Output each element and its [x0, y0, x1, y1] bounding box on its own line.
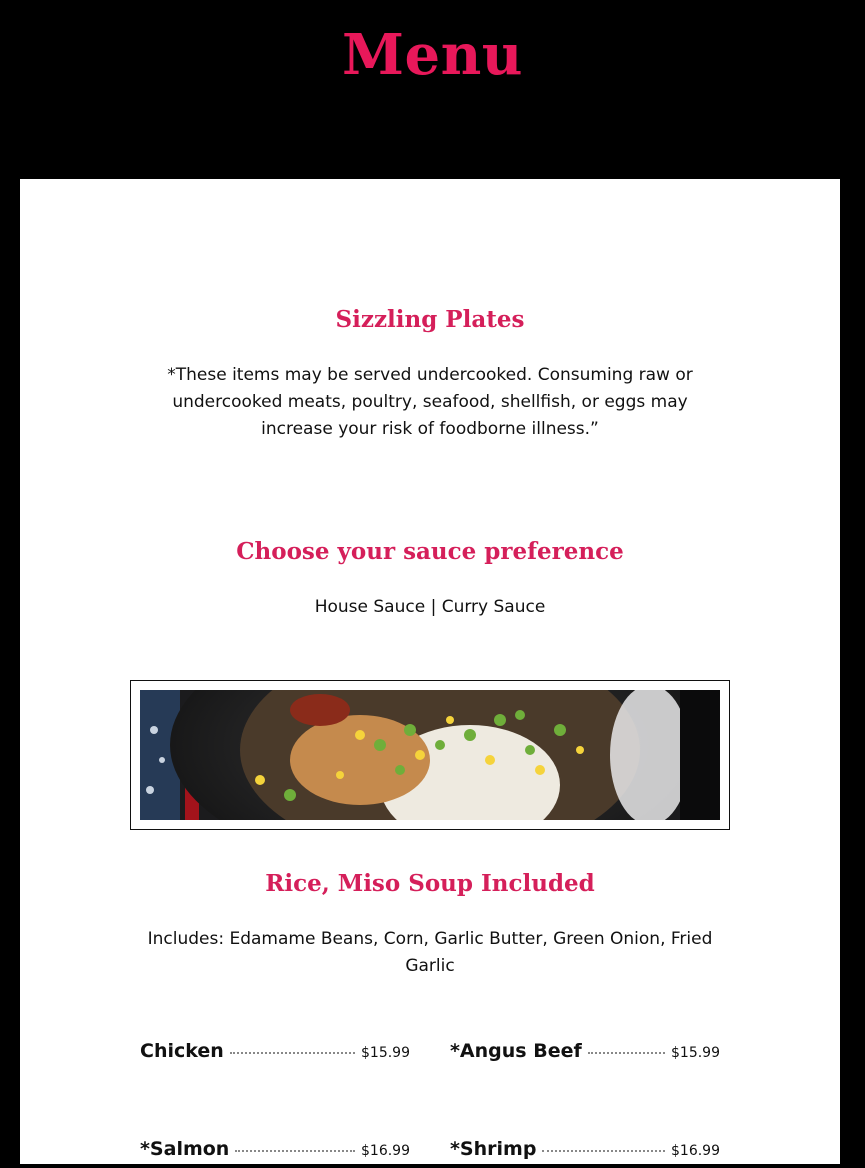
section-title-sizzling-plates: Sizzling Plates — [335, 306, 525, 333]
item-price: $16.99 — [671, 1143, 720, 1159]
item-name: Chicken — [140, 1040, 224, 1062]
item-price: $15.99 — [361, 1045, 410, 1061]
dot-leader — [230, 1052, 355, 1054]
dot-leader — [235, 1150, 355, 1152]
item-price: $16.99 — [361, 1143, 410, 1159]
menu-item-chicken — [140, 1040, 410, 1070]
section-title-sauce: Choose your sauce preference — [236, 538, 624, 565]
menu-item-angus-beef — [450, 1040, 720, 1070]
page-title: Menu — [341, 22, 524, 88]
food-photo-frame — [130, 680, 730, 830]
dot-leader — [588, 1052, 665, 1054]
page-header — [0, 0, 865, 179]
includes-text: Includes: Edamame Beans, Corn, Garlic Butter, Green Onion, Fried Garlic — [147, 929, 713, 976]
item-name: *Shrimp — [450, 1138, 537, 1160]
section-title-included: Rice, Miso Soup Included — [265, 870, 595, 897]
item-name: *Salmon — [140, 1138, 230, 1160]
food-photo — [140, 690, 720, 820]
item-name: *Angus Beef — [450, 1040, 582, 1062]
menu-panel — [20, 179, 840, 1164]
undercooked-notice: *These items may be served undercooked. Consuming raw or undercooked meats, poultry, seafood, shellfish, or eggs may increase your risk of foodborne illness.” — [167, 365, 693, 439]
dot-leader — [542, 1150, 665, 1152]
sauce-options: House Sauce | Curry Sauce — [314, 597, 546, 617]
item-price: $15.99 — [671, 1045, 720, 1061]
